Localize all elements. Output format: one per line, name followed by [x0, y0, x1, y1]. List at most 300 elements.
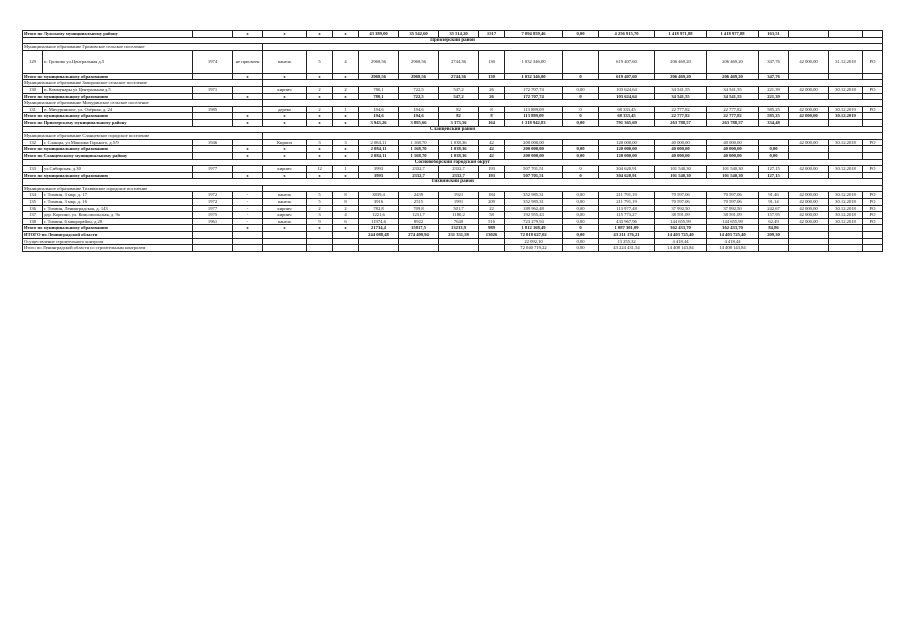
value-cell: 1221,6	[359, 212, 399, 219]
value-cell	[863, 31, 883, 38]
value-cell	[439, 245, 479, 252]
value-cell: 2515	[399, 199, 439, 206]
value-cell: 115 773,27	[599, 212, 655, 219]
value-cell: x	[307, 31, 333, 38]
value-cell: 157,95	[759, 212, 789, 219]
value-cell: x	[233, 31, 263, 38]
value-cell	[789, 93, 829, 100]
value-cell: 585,25	[759, 106, 789, 113]
value-cell: 30.12.2019	[829, 106, 863, 113]
municipality-title: Муниципальное образование Тихвинское городское поселение	[23, 185, 263, 192]
value-cell: 38 591,09	[707, 212, 759, 219]
value-cell: 1 032 346,00	[505, 73, 563, 80]
row-label: Итого по Лужскому муниципальному району	[23, 31, 193, 38]
table-row	[23, 152, 883, 159]
value-cell	[359, 245, 399, 252]
value-cell: 42 000,00	[789, 205, 829, 212]
value-cell: 2	[333, 205, 359, 212]
value-cell: 516	[479, 218, 505, 225]
value-cell: 722,5	[399, 93, 439, 100]
value-cell	[193, 73, 233, 80]
value-cell: 58	[479, 212, 505, 219]
value-cell: 723 279,94	[505, 218, 563, 225]
value-cell	[333, 232, 359, 239]
value-cell: 0,00	[563, 218, 599, 225]
value-cell: 1 087 301,09	[599, 225, 655, 232]
value-cell: 68 333,45	[599, 113, 655, 120]
value-cell	[863, 146, 883, 153]
value-cell: 347,76	[759, 73, 789, 80]
value-cell: x	[263, 31, 307, 38]
value-cell: 6	[333, 218, 359, 225]
value-cell	[193, 232, 233, 239]
value-cell: 347,76	[759, 50, 789, 73]
value-cell	[563, 139, 599, 146]
value-cell: 1985	[193, 106, 233, 113]
value-cell: 0,00	[759, 152, 789, 159]
value-cell: 22 777,82	[707, 106, 759, 113]
municipality-title: Муниципальное образование Громовское сельское поселение	[23, 44, 263, 51]
empty-cell	[263, 100, 883, 107]
value-cell	[759, 139, 789, 146]
value-cell	[193, 172, 233, 179]
value-cell: 3916	[359, 199, 399, 206]
value-cell: x	[263, 113, 307, 120]
value-cell	[399, 238, 439, 245]
value-cell	[233, 106, 263, 113]
value-cell	[863, 225, 883, 232]
value-cell: 193	[479, 172, 505, 179]
table-row	[23, 232, 883, 239]
value-cell	[193, 238, 233, 245]
value-cell: 1 168,70	[399, 152, 439, 159]
value-cell: 194,6	[359, 113, 399, 120]
capital-repair-table	[22, 30, 883, 252]
value-cell: 2968,56	[399, 50, 439, 73]
value-cell	[829, 93, 863, 100]
value-cell	[829, 31, 863, 38]
value-cell: РО	[863, 199, 883, 206]
table-row	[23, 192, 883, 199]
value-cell: 1921	[439, 192, 479, 199]
value-cell	[789, 146, 829, 153]
value-cell: 352 985,31	[505, 199, 563, 206]
value-cell: 3993	[359, 166, 399, 173]
value-cell	[789, 238, 829, 245]
value-cell: 989	[479, 225, 505, 232]
row-number: 129	[23, 50, 43, 73]
value-cell: 13026	[479, 232, 505, 239]
value-cell: 70 597,06	[707, 199, 759, 206]
value-cell: 84,86	[759, 225, 789, 232]
address-cell: г. Тихвин, 3 мкр, д. 17	[43, 192, 193, 199]
value-cell: 1 168,70	[399, 139, 439, 146]
value-cell: 0	[563, 106, 599, 113]
value-cell: 1991	[439, 199, 479, 206]
value-cell: 0,00	[563, 199, 599, 206]
value-cell	[789, 225, 829, 232]
value-cell: 547,2	[439, 86, 479, 93]
value-cell: 200 000,00	[505, 146, 563, 153]
value-cell	[263, 238, 307, 245]
value-cell: x	[233, 225, 263, 232]
address-cell: дер. Коргино, ул. Комсомольская, д. 9а	[43, 212, 193, 219]
value-cell: 0,00	[563, 119, 599, 126]
value-cell	[233, 139, 263, 146]
value-cell: 82	[439, 106, 479, 113]
value-cell: 619 407,60	[599, 73, 655, 80]
value-cell: 43 211 176,21	[599, 232, 655, 239]
value-cell: 263 788,57	[655, 119, 707, 126]
region-title: Приозерский район	[23, 37, 883, 44]
value-cell: 8	[333, 199, 359, 206]
value-cell: 2968,56	[359, 73, 399, 80]
value-cell: дерево	[263, 106, 307, 113]
value-cell: 40 000,00	[655, 152, 707, 159]
value-cell: 127,15	[759, 166, 789, 173]
value-cell: 334,48	[759, 119, 789, 126]
value-cell: x	[307, 225, 333, 232]
value-cell: x	[307, 146, 333, 153]
value-cell: 2	[307, 86, 333, 93]
value-cell: 42 000,00	[789, 106, 829, 113]
value-cell: 34 541,55	[655, 86, 707, 93]
value-cell: РО	[863, 218, 883, 225]
row-number: 136	[23, 205, 43, 212]
row-label: ИТОГО по Ленинградской области	[23, 232, 193, 239]
value-cell: 0,00	[563, 146, 599, 153]
value-cell	[479, 238, 505, 245]
value-cell: 0	[563, 93, 599, 100]
value-cell: 12	[307, 166, 333, 173]
value-cell: 101 540,30	[655, 172, 707, 179]
value-cell: 15817,5	[399, 225, 439, 232]
value-cell: РО	[863, 139, 883, 146]
value-cell	[829, 238, 863, 245]
value-cell: 30.12.2018	[829, 192, 863, 199]
value-cell	[863, 119, 883, 126]
table-row	[23, 80, 883, 87]
row-label: Итого по муниципальному образованию	[23, 146, 193, 153]
value-cell: 2439	[399, 192, 439, 199]
table-row	[23, 44, 883, 51]
value-cell: -	[233, 199, 263, 206]
value-cell: x	[333, 119, 359, 126]
value-cell: 21734,4	[359, 225, 399, 232]
value-cell: 30.12.2018	[829, 218, 863, 225]
table-row	[23, 172, 883, 179]
value-cell: 30.12.2018	[829, 199, 863, 206]
value-cell: 42 000,00	[789, 218, 829, 225]
empty-cell	[263, 80, 883, 87]
value-cell: 206 469,20	[707, 73, 759, 80]
value-cell: 221,39	[759, 93, 789, 100]
value-cell: 194,6	[399, 106, 439, 113]
value-cell: x	[263, 152, 307, 159]
address-cell: г. Тихвин, 6 микрорайон, д.28	[43, 218, 193, 225]
value-cell: -	[233, 192, 263, 199]
value-cell: 1 812 168,49	[505, 225, 563, 232]
value-cell: 3839,4	[359, 192, 399, 199]
value-cell	[333, 238, 359, 245]
table-row	[23, 205, 883, 212]
value-cell: x	[263, 73, 307, 80]
value-cell: кирпич	[263, 205, 307, 212]
value-cell: 91,14	[759, 199, 789, 206]
value-cell: РО	[863, 106, 883, 113]
document-sheet	[22, 30, 876, 252]
value-cell	[789, 172, 829, 179]
table-row	[23, 159, 883, 166]
value-cell: 14 403 725,40	[707, 232, 759, 239]
value-cell: 2744,36	[439, 50, 479, 73]
table-row	[23, 166, 883, 173]
value-cell: 70 597,06	[655, 192, 707, 199]
value-cell: x	[333, 31, 359, 38]
table-row	[23, 73, 883, 80]
value-cell: 0,00	[563, 192, 599, 199]
value-cell: 22 777,82	[655, 106, 707, 113]
value-cell: 1972	[193, 199, 233, 206]
municipality-title: Муниципальное образование Сланцевское городское поселение	[23, 133, 263, 140]
value-cell: 42 000,00	[789, 192, 829, 199]
value-cell: 4	[333, 50, 359, 73]
value-cell	[263, 232, 307, 239]
value-cell: x	[333, 152, 359, 159]
value-cell: 0	[563, 172, 599, 179]
value-cell: 362 433,70	[655, 225, 707, 232]
value-cell: x	[233, 73, 263, 80]
value-cell: РО	[863, 192, 883, 199]
value-cell	[863, 172, 883, 179]
address-cell: ул.Сибирская, д.30	[43, 166, 193, 173]
value-cell: 82	[439, 113, 479, 120]
value-cell: 14 408 143,84	[707, 245, 759, 252]
table-row	[23, 31, 883, 38]
value-cell	[829, 225, 863, 232]
row-label: Итого по муниципальному образованию	[23, 113, 193, 120]
value-cell: 1 318 942,83	[505, 119, 563, 126]
value-cell: 780,1	[359, 86, 399, 93]
value-cell	[829, 152, 863, 159]
value-cell: 547,2	[439, 93, 479, 100]
region-title: Сосновоборский городской округ	[23, 159, 883, 166]
value-cell: 42 000,00	[789, 113, 829, 120]
value-cell: 91,46	[759, 192, 789, 199]
value-cell: 433 967,96	[599, 218, 655, 225]
value-cell: 70 597,06	[707, 192, 759, 199]
value-cell: 120 000,00	[599, 152, 655, 159]
row-label: Итого по муниципальному образованию	[23, 93, 193, 100]
value-cell	[333, 245, 359, 252]
value-cell: 1 168,70	[399, 146, 439, 153]
value-cell: 5	[307, 192, 333, 199]
value-cell: 193	[479, 166, 505, 173]
value-cell: 30.12.2018	[829, 86, 863, 93]
value-cell: x	[333, 73, 359, 80]
value-cell: -	[233, 212, 263, 219]
value-cell: 263 788,57	[707, 119, 759, 126]
value-cell: Кирпич	[263, 139, 307, 146]
value-cell: x	[233, 113, 263, 120]
table-row	[23, 199, 883, 206]
value-cell: 5	[307, 50, 333, 73]
value-cell: 1974	[193, 50, 233, 73]
value-cell: 101 540,30	[707, 172, 759, 179]
table-row	[23, 133, 883, 140]
value-cell	[829, 119, 863, 126]
value-cell: 120 000,00	[599, 146, 655, 153]
value-cell: панель	[263, 218, 307, 225]
value-cell: 2968,56	[399, 73, 439, 80]
row-number: 134	[23, 192, 43, 199]
value-cell: 0	[563, 225, 599, 232]
value-cell	[759, 245, 789, 252]
table-row	[23, 225, 883, 232]
empty-cell	[263, 44, 883, 51]
value-cell: 304 620,91	[599, 172, 655, 179]
value-cell: 7 094 859,46	[505, 31, 563, 38]
value-cell: 1971	[193, 86, 233, 93]
value-cell	[863, 152, 883, 159]
value-cell: 26	[479, 93, 505, 100]
value-cell	[307, 232, 333, 239]
value-cell: 144 655,99	[707, 218, 759, 225]
value-cell	[863, 245, 883, 252]
value-cell	[829, 232, 863, 239]
value-cell: 211 791,19	[599, 192, 655, 199]
table-row	[23, 113, 883, 120]
value-cell: 1977	[193, 205, 233, 212]
value-cell: 113 889,09	[505, 106, 563, 113]
row-number: 135	[23, 199, 43, 206]
address-cell: п. Громово ул.Центральная д.5	[43, 50, 193, 73]
value-cell: 35 542,60	[399, 31, 439, 38]
value-cell: 244 088,48	[359, 232, 399, 239]
value-cell	[359, 238, 399, 245]
address-cell: г. Тихвин, Ленинградская, д. 143	[43, 205, 193, 212]
value-cell: 40 000,00	[655, 139, 707, 146]
value-cell: x	[333, 225, 359, 232]
table-row	[23, 93, 883, 100]
value-cell: 194,6	[399, 113, 439, 120]
table-row	[23, 212, 883, 219]
value-cell: 42 000,00	[789, 139, 829, 146]
value-cell: 0,00	[563, 232, 599, 239]
table-row	[23, 146, 883, 153]
value-cell: 35 514,20	[439, 31, 479, 38]
value-cell	[233, 166, 263, 173]
value-cell: 1 038,36	[439, 152, 479, 159]
region-title: Сланцевский район	[23, 126, 883, 133]
value-cell: -	[233, 218, 263, 225]
table-row	[23, 245, 883, 252]
value-cell: 42 000,00	[789, 86, 829, 93]
value-cell: 3	[307, 212, 333, 219]
value-cell: 38 591,09	[655, 212, 707, 219]
table-row	[23, 218, 883, 225]
value-cell: панель	[263, 199, 307, 206]
value-cell: 8	[333, 192, 359, 199]
value-cell: 22 092,10	[505, 238, 563, 245]
value-cell: РО	[863, 212, 883, 219]
value-cell: 1	[333, 166, 359, 173]
value-cell: 40 000,00	[707, 139, 759, 146]
value-cell	[263, 245, 307, 252]
value-cell: 2968,56	[359, 50, 399, 73]
value-cell	[233, 238, 263, 245]
value-cell: 507 701,51	[505, 166, 563, 173]
value-cell: 206 469,20	[655, 50, 707, 73]
value-cell: 0,00	[563, 205, 599, 212]
value-cell: 0	[563, 113, 599, 120]
value-cell: 144 655,99	[655, 218, 707, 225]
table-row	[23, 100, 883, 107]
value-cell: кирпич	[263, 86, 307, 93]
address-cell: п. Мичуринское, ул. Озёрная, д. 24	[43, 106, 193, 113]
value-cell: 22 777,82	[655, 113, 707, 120]
row-number: 138	[23, 218, 43, 225]
empty-cell	[263, 185, 883, 192]
value-cell: 5	[307, 199, 333, 206]
value-cell: 1975	[193, 212, 233, 219]
value-cell: 70 597,06	[655, 199, 707, 206]
address-cell: п. Коммунары ул Центральная д.5	[43, 86, 193, 93]
value-cell	[829, 73, 863, 80]
value-cell: x	[263, 172, 307, 179]
value-cell	[829, 172, 863, 179]
value-cell	[307, 238, 333, 245]
value-cell: 172 707,74	[505, 93, 563, 100]
value-cell: не присвоен	[233, 50, 263, 73]
value-cell: 113 977,48	[599, 205, 655, 212]
row-label: Итого по муниципальному образованию	[23, 172, 193, 179]
row-number: 132	[23, 139, 43, 146]
value-cell: 352 985,31	[505, 192, 563, 199]
value-cell: 274 409,94	[399, 232, 439, 239]
value-cell	[863, 113, 883, 120]
value-cell: 7640	[439, 218, 479, 225]
value-cell: 101 540,30	[707, 166, 759, 173]
value-cell	[193, 225, 233, 232]
value-cell: 200 000,00	[505, 152, 563, 159]
value-cell: 0	[563, 73, 599, 80]
value-cell: 40 000,00	[655, 146, 707, 153]
value-cell: 0,00	[563, 212, 599, 219]
row-label: Осуществление строительного контроля	[23, 238, 193, 245]
value-cell: 304 620,91	[599, 166, 655, 173]
value-cell: 3 885,66	[399, 119, 439, 126]
value-cell: 194,6	[359, 106, 399, 113]
value-cell: кирпич	[263, 166, 307, 173]
address-cell: г. Тихвин, 3 мкр, д. 16	[43, 199, 193, 206]
value-cell: 30.12.2018	[829, 212, 863, 219]
value-cell: 3	[333, 139, 359, 146]
value-cell: 13233,9	[439, 225, 479, 232]
value-cell: 1517	[479, 31, 505, 38]
value-cell: 42	[479, 139, 505, 146]
value-cell: 3	[307, 139, 333, 146]
value-cell: 221,39	[759, 86, 789, 93]
value-cell: 0,00	[563, 238, 599, 245]
value-cell: 103 624,64	[599, 86, 655, 93]
value-cell: 619 407,60	[599, 50, 655, 73]
value-cell: 40 000,00	[707, 146, 759, 153]
value-cell: 3 943,26	[359, 119, 399, 126]
value-cell: 8	[479, 106, 505, 113]
value-cell: x	[307, 113, 333, 120]
value-cell: 3 373,56	[439, 119, 479, 126]
